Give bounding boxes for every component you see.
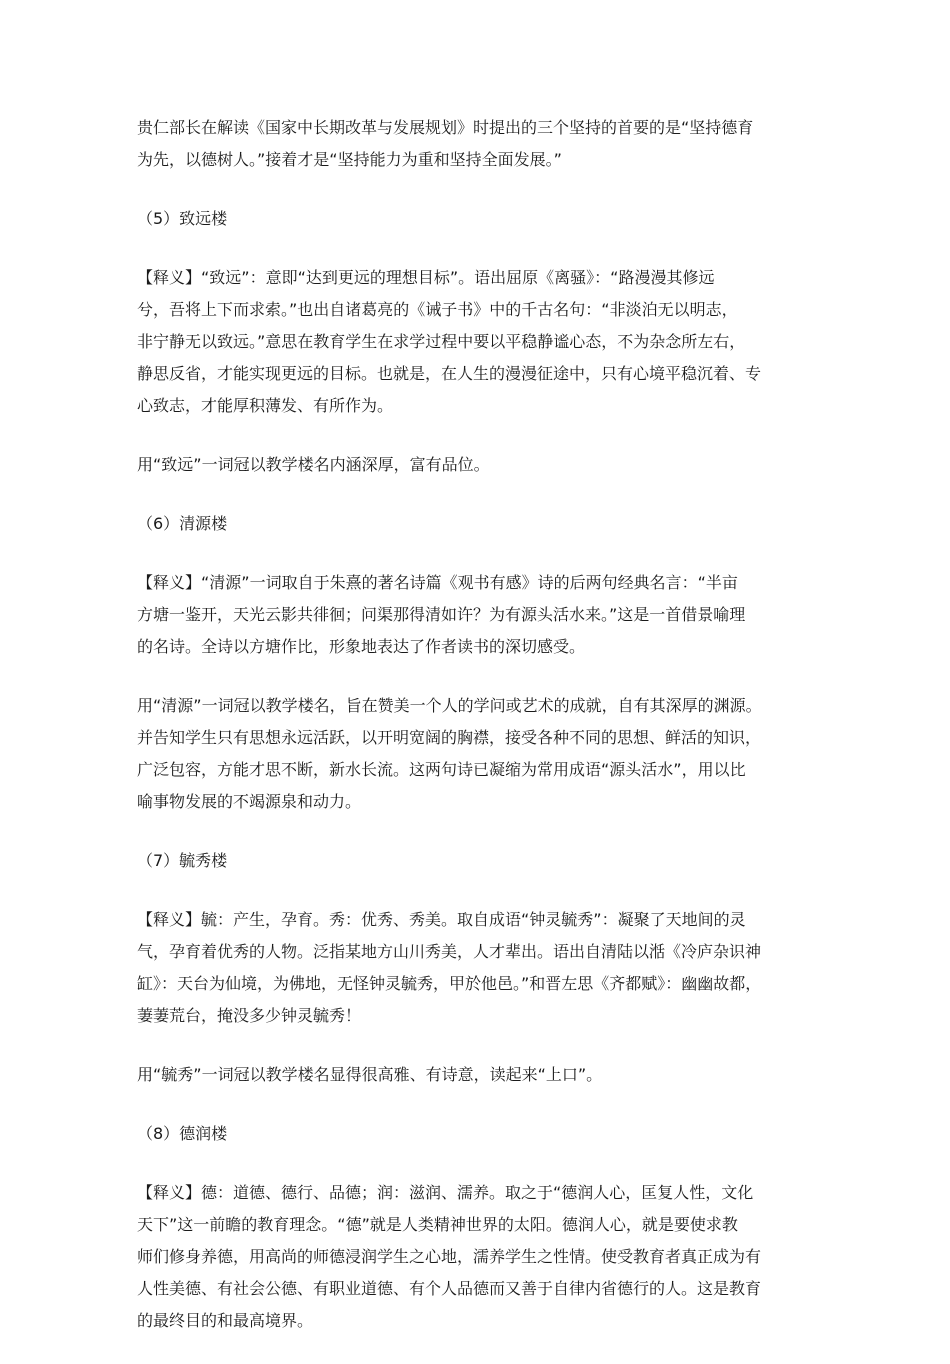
text-line: 萋萋荒台，掩没多少钟灵毓秀！: [137, 1006, 362, 1025]
usage-paragraph-7: [137, 1059, 837, 1091]
section-heading-5: [137, 203, 837, 235]
heading-text: （8）德润楼: [137, 1124, 228, 1143]
explanation-paragraph-8: [137, 1177, 837, 1337]
section-heading-8: [137, 1118, 837, 1150]
text-line: 用“毓秀”一词冠以教学楼名显得很高雅、有诗意，读起来“上口”。: [137, 1065, 603, 1084]
heading-text: （5）致远楼: [137, 209, 228, 228]
text-line: 【释义】德：道德、德行、品德；润：滋润、濡养。取之于“德润人心，匡复人性，文化: [137, 1183, 754, 1202]
text-line: 的名诗。全诗以方塘作比，形象地表达了作者读书的深切感受。: [137, 637, 586, 656]
text-line: 非宁静无以致远。”意思在教育学生在求学过程中要以平稳静谧心态，不为杂念所左右，: [137, 332, 746, 351]
text-line: 静思反省，才能实现更远的目标。也就是，在人生的漫漫征途中，只有心境平稳沉着、专: [137, 364, 762, 383]
text-line: 并告知学生只有思想永远活跃，以开明宽阔的胸襟，接受各种不同的思想、鲜活的知识，: [137, 728, 762, 747]
usage-paragraph-5: [137, 449, 837, 481]
text-line: 人性美德、有社会公德、有职业道德、有个人品德而又善于自律内省德行的人。这是教育: [137, 1279, 762, 1298]
explanation-paragraph-5: [137, 262, 837, 422]
text-line: 师们修身养德，用高尚的师德浸润学生之心地，濡养学生之性情。使受教育者真正成为有: [137, 1247, 762, 1266]
text-line: 气，孕育着优秀的人物。泛指某地方山川秀美，人才辈出。语出自清陆以湉《冷庐杂识神: [137, 942, 762, 961]
text-line: 【释义】毓：产生，孕育。秀：优秀、秀美。取自成语“钟灵毓秀”：凝聚了天地间的灵: [137, 910, 746, 929]
usage-paragraph-6: [137, 690, 837, 818]
text-line: 为先，以德树人。”接着才是“坚持能力为重和坚持全面发展。”: [137, 150, 562, 169]
text-line: 兮，吾将上下而求索。”也出自诸葛亮的《诫子书》中的千古名句：“非淡泊无以明志，: [137, 300, 738, 319]
explanation-paragraph-6: [137, 567, 837, 663]
intro-paragraph: [137, 112, 837, 176]
text-line: 天下”这一前瞻的教育理念。“德”就是人类精神世界的太阳。德润人心，就是要使求教: [137, 1215, 738, 1234]
text-line: 用“清源”一词冠以教学楼名，旨在赞美一个人的学问或艺术的成就，自有其深厚的渊源。: [137, 696, 762, 715]
text-line: 【释义】“致远”：意即“达到更远的理想目标”。语出屈原《离骚》：“路漫漫其修远: [137, 268, 715, 287]
text-line: 的最终目的和最高境界。: [137, 1311, 314, 1330]
explanation-paragraph-7: [137, 904, 837, 1032]
text-line: 心致志，才能厚积薄发、有所作为。: [137, 396, 394, 415]
text-line: 方塘一鉴开，天光云影共徘徊；问渠那得清如许？为有源头活水来。”这是一首借景喻理: [137, 605, 746, 624]
text-line: 【释义】“清源”一词取自于朱熹的著名诗篇《观书有感》诗的后两句经典名言：“半亩: [137, 573, 738, 592]
text-line: 缸》：天台为仙境，为佛地，无怪钟灵毓秀，甲於他邑。”和晋左思《齐都赋》：幽幽故都，: [137, 974, 762, 993]
text-line: 喻事物发展的不竭源泉和动力。: [137, 792, 362, 811]
document-page: [137, 112, 837, 1364]
section-heading-7: [137, 845, 837, 877]
heading-text: （6）清源楼: [137, 514, 228, 533]
text-line: 广泛包容，方能才思不断，新水长流。这两句诗已凝缩为常用成语“源头活水”，用以比: [137, 760, 746, 779]
section-heading-6: [137, 508, 837, 540]
text-line: 用“致远”一词冠以教学楼名内涵深厚，富有品位。: [137, 455, 490, 474]
text-line: 贵仁部长在解读《国家中长期改革与发展规划》时提出的三个坚持的首要的是“坚持德育: [137, 118, 754, 137]
heading-text: （7）毓秀楼: [137, 851, 228, 870]
